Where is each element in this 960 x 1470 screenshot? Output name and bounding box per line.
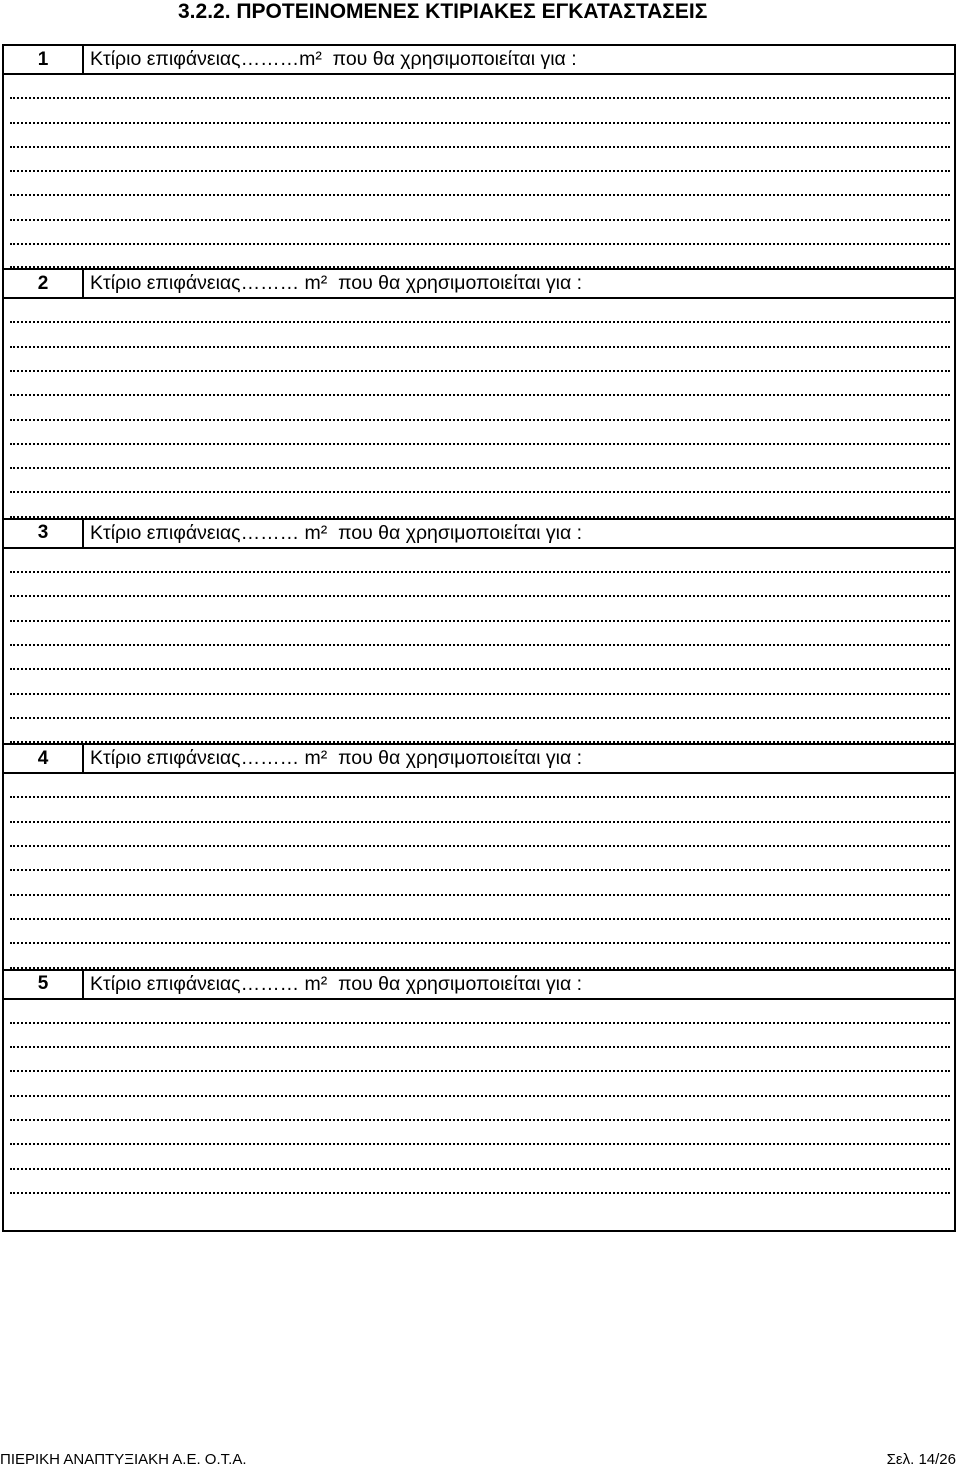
fill-line[interactable]: [10, 871, 950, 895]
building-entry-3: [4, 518, 954, 743]
fill-line[interactable]: [10, 221, 950, 245]
fill-line[interactable]: [10, 493, 950, 517]
entry-number: 4: [4, 745, 84, 772]
fill-line[interactable]: [10, 944, 950, 968]
entry-header: [4, 46, 954, 75]
fill-line[interactable]: [10, 622, 950, 646]
fill-line[interactable]: [10, 245, 950, 268]
building-entry-5: [4, 969, 954, 1194]
entry-number: 1: [4, 46, 84, 73]
fill-line[interactable]: [10, 99, 950, 123]
fill-line[interactable]: [10, 1072, 950, 1096]
fill-line[interactable]: [10, 348, 950, 372]
entry-header: [4, 743, 954, 774]
entry-number: 2: [4, 270, 84, 297]
fill-line[interactable]: [10, 896, 950, 920]
fill-line[interactable]: [10, 75, 950, 99]
fill-line[interactable]: [10, 1024, 950, 1048]
buildings-form: [2, 44, 956, 1232]
fill-line[interactable]: [10, 372, 950, 396]
fill-line[interactable]: [10, 670, 950, 694]
fill-line[interactable]: [10, 1121, 950, 1145]
fill-line[interactable]: [10, 445, 950, 469]
fill-line[interactable]: [10, 774, 950, 798]
fill-line[interactable]: [10, 124, 950, 148]
entry-header: [4, 969, 954, 1000]
entry-label: Κτίριο επιφάνειας……… m² που θα χρησιμοποιείται για :: [90, 521, 583, 544]
page-number: Σελ. 14/26: [886, 1450, 956, 1468]
fill-line[interactable]: [10, 1048, 950, 1072]
fill-line[interactable]: [10, 695, 950, 719]
fill-line[interactable]: [10, 719, 950, 743]
entry-label: Κτίριο επιφάνειας………m² που θα χρησιμοποιείται για :: [90, 48, 577, 70]
fill-line[interactable]: [10, 299, 950, 323]
fill-line[interactable]: [10, 1000, 950, 1024]
building-entry-1: [4, 46, 954, 268]
fill-line[interactable]: [10, 646, 950, 670]
fill-line[interactable]: [10, 1097, 950, 1121]
fill-line[interactable]: [10, 172, 950, 196]
fill-line[interactable]: [10, 847, 950, 871]
fill-line[interactable]: [10, 597, 950, 621]
fill-line[interactable]: [10, 573, 950, 597]
page-footer: [0, 1448, 956, 1470]
fill-line[interactable]: [10, 798, 950, 822]
building-entry-2: [4, 268, 954, 518]
fill-line[interactable]: [10, 396, 950, 420]
entry-label: Κτίριο επιφάνειας……… m² που θα χρησιμοποιείται για :: [90, 272, 583, 295]
fill-line[interactable]: [10, 1145, 950, 1169]
entry-header: [4, 518, 954, 549]
building-entry-4: [4, 743, 954, 968]
fill-line[interactable]: [10, 823, 950, 847]
fill-line[interactable]: [10, 1170, 950, 1194]
entry-label: Κτίριο επιφάνειας……… m² που θα χρησιμοποιείται για :: [90, 747, 583, 770]
entry-label: Κτίριο επιφάνειας……… m² που θα χρησιμοποιείται για :: [90, 972, 583, 995]
section-title: 3.2.2. ΠΡΟΤΕΙΝΟΜΕΝΕΣ ΚΤΙΡΙΑΚΕΣ ΕΓΚΑΤΑΣΤΑΣΕΙΣ: [178, 0, 708, 23]
entry-number: 5: [4, 971, 84, 998]
fill-line[interactable]: [10, 469, 950, 493]
entry-header: [4, 268, 954, 299]
fill-line[interactable]: [10, 148, 950, 172]
footer-organization: ΠΙΕΡΙΚΗ ΑΝΑΠΤΥΞΙΑΚΗ Α.Ε. Ο.Τ.Α.: [0, 1450, 247, 1468]
fill-line[interactable]: [10, 196, 950, 220]
entry-number: 3: [4, 520, 84, 547]
fill-line[interactable]: [10, 421, 950, 445]
fill-line[interactable]: [10, 323, 950, 347]
fill-line[interactable]: [10, 549, 950, 573]
fill-line[interactable]: [10, 920, 950, 944]
